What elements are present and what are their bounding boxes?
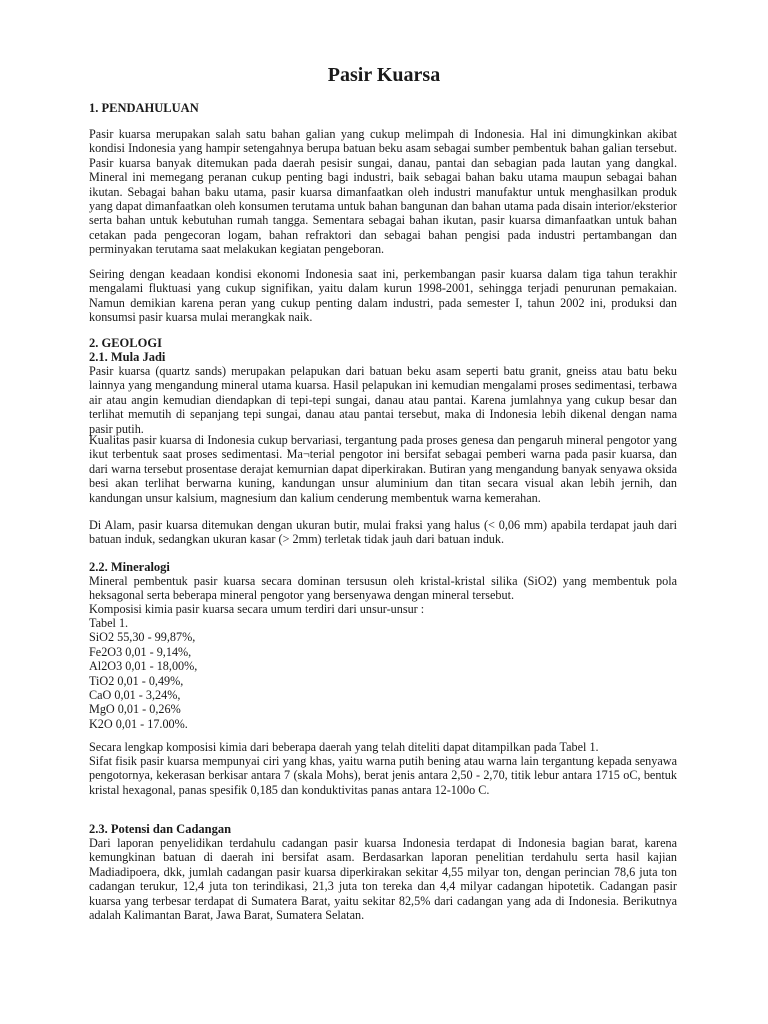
list-item: Al2O3 0,01 - 18,00%, [89, 659, 198, 674]
paragraph-mula-jadi-2: Kualitas pasir kuarsa di Indonesia cukup bervariasi, tergantung pada proses genesa dan pengaruh mineral pengotor yang ikut terbentuk saat proses sedimentasi. Ma¬terial pengotor ini bersifat sebagai pemberi warna pada pasir kuarsa, dan dari warna tersebut prosentase derajat kemurnian dapat diperkirakan. Butiran yang mengandung banyak senyawa oksida besi akan terlihat berwarna kuning, kandungan unsur aluminium dan titan secara visual akan lebih jernih, dan kandungan unsur kalsium, magnesium dan kalium cenderung membentuk warna kemerahan. [89, 433, 677, 505]
paragraph-pendahuluan-2: Seiring dengan keadaan kondisi ekonomi Indonesia saat ini, perkembangan pasir kuarsa dalam tiga tahun terakhir mengalami fluktuasi yang cukup signifikan, yaitu dalam kurun 1998-2001, sehingga terjadi penurunan pemakaian. Namun demikian karena peran yang cukup penting dalam industri, pada semester I, tahun 2002 ini, produksi dan konsumsi pasir kuarsa mulai merangkak naik. [89, 267, 677, 325]
paragraph-mineralogi-2: Komposisi kimia pasir kuarsa secara umum terdiri dari unsur-unsur : [89, 602, 425, 616]
paragraph-mineralogi-1: Mineral pembentuk pasir kuarsa secara dominan tersusun oleh kristal-kristal silika (SiO2) yang membentuk pola heksagonal serta beberapa mineral pengotor yang bersenyawa dengan mineral tersebut. [89, 574, 677, 603]
list-item: TiO2 0,01 - 0,49%, [89, 673, 184, 688]
section-heading-pendahuluan: 1. PENDAHULUAN [89, 101, 199, 115]
subsection-heading-mula-jadi: 2.1. Mula Jadi [89, 350, 166, 364]
paragraph-mula-jadi-3: Di Alam, pasir kuarsa ditemukan dengan ukuran butir, mulai fraksi yang halus (< 0,06 mm) apabila terdapat jauh dari batuan induk, sedangkan ukuran kasar (> 2mm) terletak tidak jauh dari batuan induk. [89, 518, 677, 547]
paragraph-mineralogi-3: Secara lengkap komposisi kimia dari beberapa daerah yang telah diteliti dapat ditampilkan pada Tabel 1. [89, 740, 599, 754]
list-item: MgO 0,01 - 0,26% [89, 702, 181, 717]
subsection-heading-potensi-cadangan: 2.3. Potensi dan Cadangan [89, 822, 232, 836]
list-item: SiO2 55,30 - 99,87%, [89, 630, 196, 645]
section-heading-geologi: 2. GEOLOGI [89, 336, 162, 350]
list-item: Tabel 1. [89, 616, 129, 630]
paragraph-pendahuluan-1: Pasir kuarsa merupakan salah satu bahan galian yang cukup melimpah di Indonesia. Hal ini dimungkinkan akibat kondisi Indonesia yang hampir setengahnya berupa batuan beku asam sebagai sumber pembentuk bahan galian tersebut. Pasir kuarsa banyak ditemukan pada daerah pesisir sungai, danau, pantai dan sebagian pada lautan yang dangkal. Mineral ini memegang peranan cukup penting bagi industri, baik sebagai bahan baku utama maupun sebagai bahan ikutan. Sebagai bahan baku utama, pasir kuarsa dimanfaatkan oleh industri manufaktur untuk menghasilkan produk yang dapat dimanfaatkan oleh konsumen terutama untuk bahan bangunan dan bahan utama pada disain interior/eksterior serta bahan untuk kebutuhan rumah tangga. Sementara sebagai bahan ikutan, pasir kuarsa dimanfaatkan untuk bahan cetakan pada pengecoran logam, bahan refraktori dan sebagai bahan pengisi pada industri pertambangan dan perminyakan terutama saat melakukan kegiatan pengeboran. [89, 127, 677, 257]
list-item: CaO 0,01 - 3,24%, [89, 688, 181, 703]
list-item: Fe2O3 0,01 - 9,14%, [89, 644, 192, 659]
document-title: Pasir Kuarsa [327, 64, 441, 86]
composition-list [89, 616, 197, 731]
paragraph-mineralogi-4: Sifat fisik pasir kuarsa mempunyai ciri yang khas, yaitu warna putih bening atau warna lain tergantung kepada senyawa pengotornya, kekerasan berkisar antara 7 (skala Mohs), berat jenis antara 2,50 - 2,70, titik lebur antara 1715 oC, bentuk kristal hexagonal, panas spesifik 0,185 dan konduktivitas panas antara 12-100o C. [89, 754, 677, 797]
subsection-heading-mineralogi: 2.2. Mineralogi [89, 560, 170, 574]
list-item: K2O 0,01 - 17.00%. [89, 716, 188, 731]
paragraph-mula-jadi-1: Pasir kuarsa (quartz sands) merupakan pelapukan dari batuan beku asam seperti batu granit, gneiss atau batu beku lainnya yang mengandung mineral utama kuarsa. Hasil pelapukan ini kemudian mengalami proses sedimentasi, terbawa air atau angin kemudian diendapkan di tepi-tepi sungai, danau atau pantai. Karena jumlahnya yang cukup besar dan terlihat memutih di sepanjang tepi sungai, danau atau pantai tersebut, maka di Indonesia lebih dikenal dengan nama pasir putih. [89, 364, 677, 436]
paragraph-potensi-cadangan: Dari laporan penyelidikan terdahulu cadangan pasir kuarsa Indonesia terdapat di Indonesia bagian barat, karena kemungkinan batuan di daerah ini bersifat asam. Berdasarkan laporan penelitian terdahulu serta hasil kajian Madiadipoera, dkk, jumlah cadangan pasir kuarsa diperkirakan sekitar 4,55 milyar ton, dengan perincian 78,6 juta ton cadangan terukur, 12,4 juta ton terindikasi, 21,3 juta ton tereka dan 4,4 milyar cadangan hipotetik. Cadangan pasir kuarsa yang terbesar terdapat di Sumatera Barat, yaitu sekitar 82,5% dari cadangan yang ada di Indonesia. Berikutnya adalah Kalimantan Barat, Jawa Barat, Sumatera Selatan. [89, 836, 677, 923]
